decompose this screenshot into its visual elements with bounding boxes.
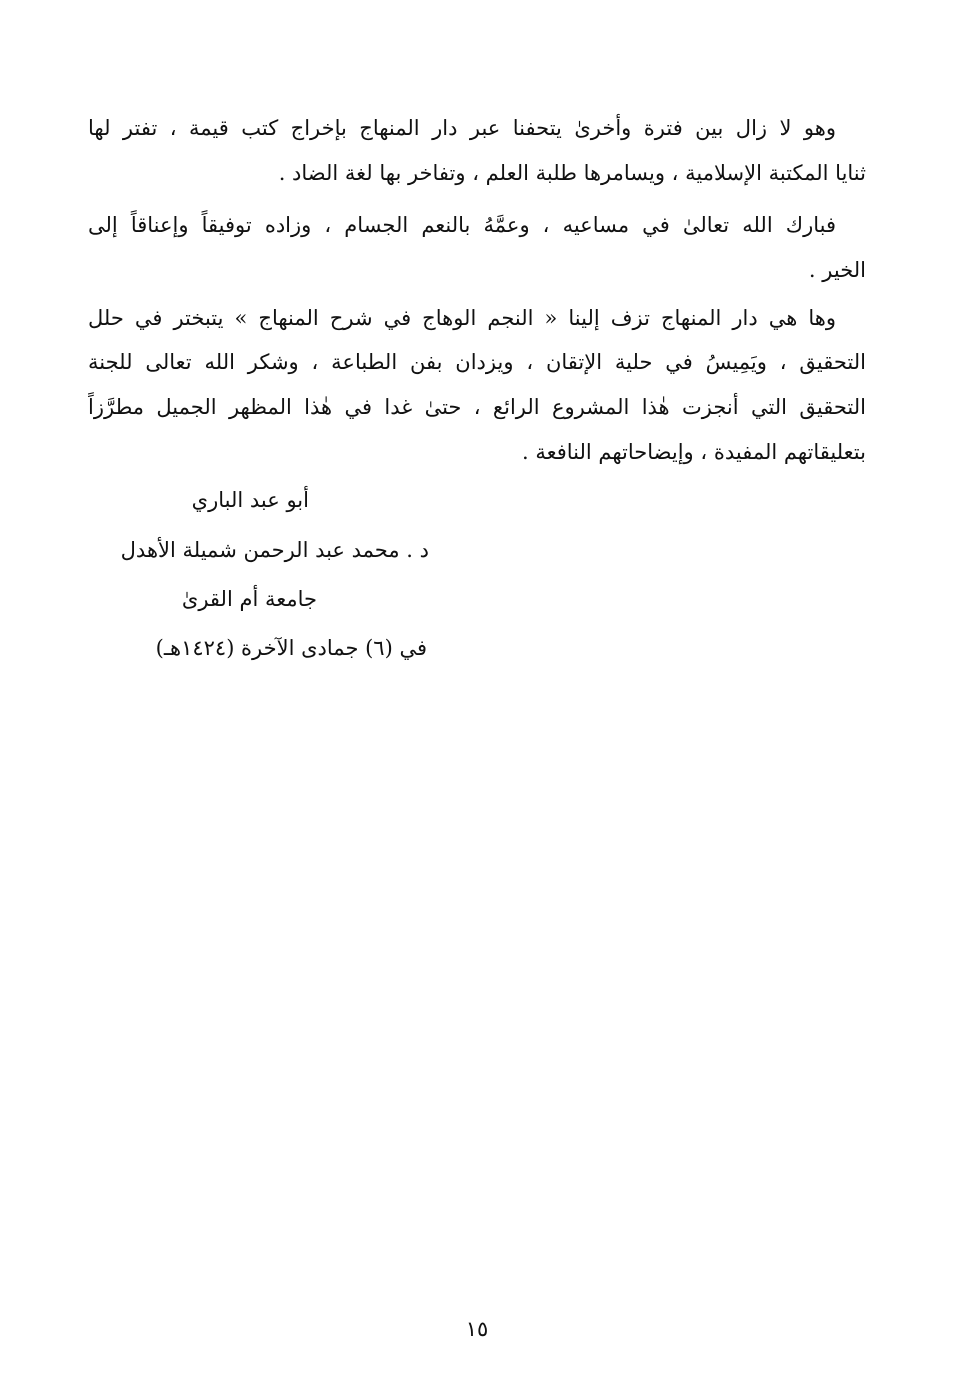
signature-date: في (٦) جمادى الآخرة (١٤٢٤هـ) <box>155 636 427 660</box>
paragraph-3-line-1: وها هي دار المنهاج تزف إلينا « النجم الوهاج في شرح المنهاج » يتبختر في حلل <box>88 306 836 330</box>
paragraph-2-line-2: الخير . <box>808 258 866 282</box>
paragraph-3-line-4: بتعليقاتهم المفيدة ، وإيضاحاتهم النافعة . <box>521 440 866 464</box>
paragraph-1-line-1: وهو لا زال بين فترة وأخرىٰ يتحفنا عبر دار المنهاج بإخراج كتب قيمة ، تفتر لها <box>88 116 836 140</box>
paragraph-1-line-2: ثنايا المكتبة الإسلامية ، ويسامرها طلبة العلم ، وتفاخر بها لغة الضاد . <box>278 161 866 185</box>
paragraph-3-line-2: التحقيق ، ويَمِيسُ في حلية الإتقان ، ويزدان بفن الطباعة ، وشكر الله تعالى للجنة <box>88 350 866 374</box>
paragraph-3-line-3: التحقيق التي أنجزت هٰذا المشروع الرائع ، حتىٰ غدا في هٰذا المظهر الجميل مطرَّزاً <box>88 395 866 419</box>
paragraph-2-line-1: فبارك الله تعالىٰ في مساعيه ، وعمَّهُ بالنعم الجسام ، وزاده توفيقاً وإعناقاً إلى <box>88 213 836 237</box>
signature-affiliation: جامعة أم القرىٰ <box>181 587 317 611</box>
signature-kunya: أبو عبد الباري <box>191 488 309 512</box>
page-number: ١٥ <box>465 1317 489 1341</box>
signature-name: د . محمد عبد الرحمن شميلة الأهدل <box>120 538 429 562</box>
